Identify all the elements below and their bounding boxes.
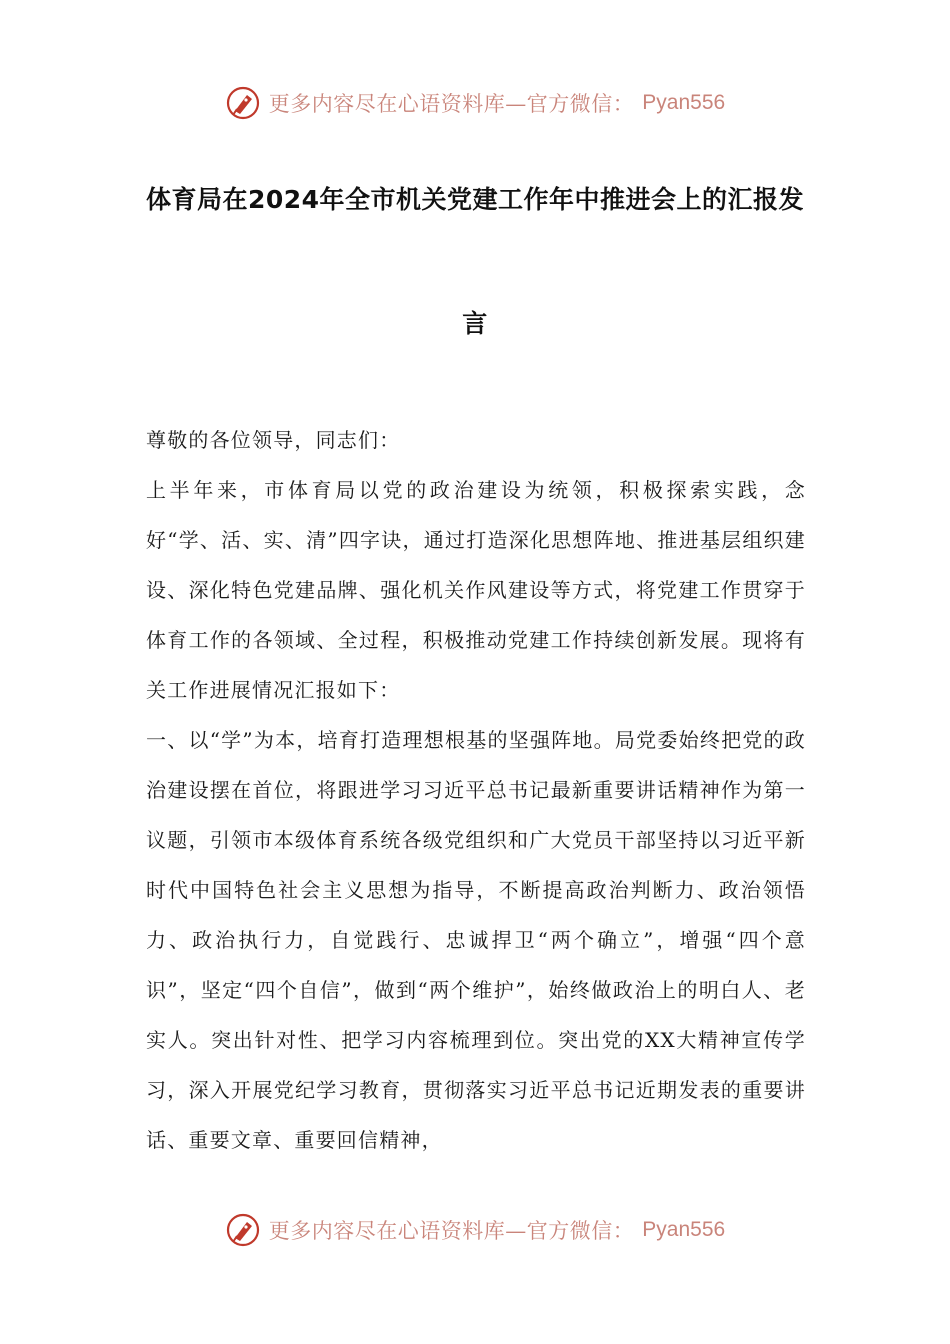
document-body xyxy=(146,415,806,1165)
paragraph-section-one: 一、以“学”为本，培育打造理想根基的坚强阵地。局党委始终把党的政治建设摆在首位，将跟进学习习近平总书记最新重要讲话精神作为第一议题，引领市本级体育系统各级党组织和广大党员干部坚持以习近平新时代中国特色社会主义思想为指导，不断提高政治判断力、政治领悟力、政治执行力，自觉践行、忠诚捍卫“两个确立”，增强“四个意识”，坚定“四个自信”，做到“两个维护”，始终做政治上的明白人、老实人。突出针对性、把学习内容梳理到位。突出党的XX大精神宣传学习，深入开展党纪学习教育，贯彻落实习近平总书记近期发表的重要讲话、重要文章、重要回信精神， xyxy=(146,728,806,1152)
watermark-handle: Pyan556 xyxy=(642,91,726,114)
salutation: 尊敬的各位领导，同志们： xyxy=(146,428,401,452)
pen-nib-logo-icon xyxy=(225,85,261,121)
document-title-line-1: 体育局在2024年全市机关党建工作年中推进会上的汇报发 xyxy=(145,185,805,214)
watermark-handle: Pyan556 xyxy=(642,1218,726,1241)
document-title-line-2: 言 xyxy=(462,309,488,338)
paragraph-intro: 上半年来，市体育局以党的政治建设为统领，积极探索实践，念好“学、活、实、清”四字诀，通过打造深化思想阵地、推进基层组织建设、深化特色党建品牌、强化机关作风建设等方式，将党建工作贯穿于体育工作的各领域、全过程，积极推动党建工作持续创新发展。现将有关工作进展情况汇报如下： xyxy=(146,478,806,702)
watermark-text: 更多内容尽在心语资料库—官方微信： xyxy=(268,1219,635,1243)
footer-watermark xyxy=(0,1210,950,1250)
watermark-text: 更多内容尽在心语资料库—官方微信： xyxy=(268,92,635,116)
header-watermark xyxy=(0,83,950,123)
pen-nib-logo-icon xyxy=(225,1212,261,1248)
